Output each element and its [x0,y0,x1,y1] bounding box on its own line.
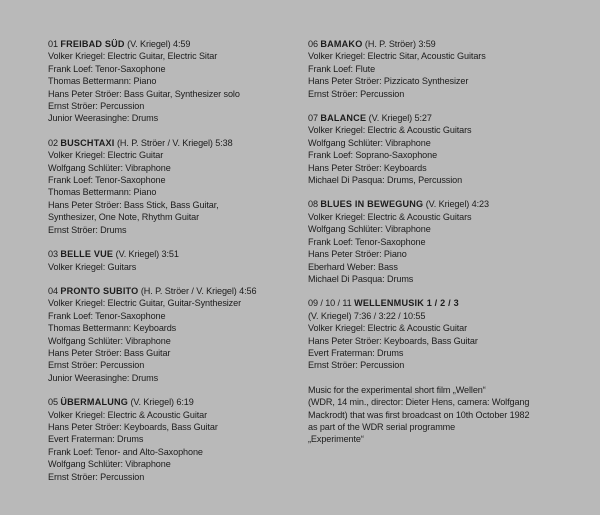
track-number: 02 [48,137,58,148]
personnel-line: Ernst Ströer: Percussion [308,360,405,371]
personnel-line: Frank Loef: Tenor-Saxophone [48,175,166,186]
track-title: PRONTO SUBITO [60,285,139,296]
track-number: 08 [308,199,318,210]
personnel-line: Volker Kriegel: Electric Guitar, Guitar-Synthesizer [48,298,242,309]
track-heading [48,396,300,408]
track-credit: (V. Kriegel) 5:27 [368,113,432,124]
personnel-line: Thomas Bettermann: Piano [48,76,157,87]
track-block [48,285,300,384]
track-title: BAMAKO [320,39,363,49]
track-heading [308,198,578,210]
track-credit: (V. Kriegel) 3:51 [115,249,179,260]
track-block [48,248,300,273]
personnel-line: Synthesizer, One Note, Rhythm Guitar [48,212,200,223]
personnel-line: Frank Loef: Tenor-Saxophone [48,310,166,321]
personnel-line: Hans Peter Ströer: Piano [308,249,407,260]
track-credit: (H. P. Ströer / V. Kriegel) 4:56 [140,285,257,296]
track-title: BELLE VUE [60,249,114,260]
track-number: 09 / 10 / 11 [308,298,352,309]
personnel-line: Volker Kriegel: Electric & Acoustic Guitar [308,323,468,334]
track-heading [48,137,300,149]
track-credit: (V. Kriegel) 4:59 [127,39,191,49]
personnel-line: Eberhard Weber: Bass [308,261,398,272]
personnel-line: Frank Loef: Tenor-Saxophone [308,236,426,247]
track-number: 01 [48,39,58,49]
personnel-line: Ernst Ströer: Percussion [48,101,145,112]
personnel-line: Michael Di Pasqua: Drums [308,273,414,284]
track-number: 04 [48,285,58,296]
personnel-line: Wolfgang Schlüter: Vibraphone [308,137,431,148]
track-credit: (V. Kriegel) 6:19 [130,397,194,408]
film-note [308,384,578,446]
track-number: 06 [308,39,318,49]
track-credit: (H. P. Ströer) 3:59 [364,39,436,49]
personnel-line: Ernst Ströer: Percussion [48,471,145,482]
track-title: ÜBERMALUNG [60,397,129,408]
personnel-line: Volker Kriegel: Electric Sitar, Acoustic Guitars [308,51,486,62]
personnel-line: Ernst Ströer: Percussion [48,360,145,371]
track-block [48,396,300,483]
note-line: Mackrodt) that was first broadcast on 10th October 1982 [308,409,530,420]
note-line: „Experimente“ [308,434,364,445]
track-heading [308,112,578,124]
track-heading [308,297,578,309]
right-column [308,38,578,446]
personnel-line: Wolfgang Schlüter: Vibraphone [48,335,171,346]
track-block [308,38,578,100]
track-block [308,198,578,285]
left-column [48,38,300,495]
track-heading [48,285,300,297]
track-heading [48,38,300,50]
track-number: 03 [48,249,58,260]
track-title: BLUES IN BEWEGUNG [320,199,424,210]
personnel-line: Frank Loef: Flute [308,63,376,74]
personnel-line: Wolfgang Schlüter: Vibraphone [48,162,171,173]
track-heading [308,38,578,50]
personnel-line: Volker Kriegel: Electric & Acoustic Guitar [48,409,208,420]
personnel-line: Ernst Ströer: Percussion [308,88,405,99]
track-number: 07 [308,113,318,124]
personnel-line: Frank Loef: Tenor-Saxophone [48,63,166,74]
personnel-line: Wolfgang Schlüter: Vibraphone [308,224,431,235]
track-credit: (H. P. Ströer / V. Kriegel) 5:38 [116,137,233,148]
personnel-line: Evert Fraterman: Drums [308,347,404,358]
personnel-line: Volker Kriegel: Electric & Acoustic Guitars [308,125,472,136]
personnel-line: Hans Peter Ströer: Bass Guitar [48,347,171,358]
personnel-line: (V. Kriegel) 7:36 / 3:22 / 10:55 [308,310,426,321]
note-line: (WDR, 14 min., director: Dieter Hens, camera: Wolfgang [308,397,530,408]
note-line: Music for the experimental short film „Wellen“ [308,384,486,395]
personnel-line: Thomas Bettermann: Keyboards [48,323,177,334]
personnel-line: Wolfgang Schlüter: Vibraphone [48,459,171,470]
track-title: BUSCHTAXI [60,137,115,148]
personnel-line: Hans Peter Ströer: Bass Guitar, Synthesizer solo [48,88,240,99]
personnel-line: Thomas Bettermann: Piano [48,187,157,198]
personnel-line: Junior Weerasinghe: Drums [48,113,159,124]
personnel-line: Hans Peter Ströer: Pizzicato Synthesizer [308,76,469,87]
personnel-line: Michael Di Pasqua: Drums, Percussion [308,175,463,186]
personnel-line: Hans Peter Ströer: Keyboards, Bass Guitar [308,335,478,346]
personnel-line: Volker Kriegel: Electric Guitar [48,150,164,161]
personnel-line: Junior Weerasinghe: Drums [48,372,159,383]
personnel-line: Hans Peter Ströer: Keyboards, Bass Guitar [48,421,218,432]
personnel-line: Evert Fraterman: Drums [48,434,144,445]
track-title: BALANCE [320,113,367,124]
track-block [48,38,300,125]
personnel-line: Volker Kriegel: Guitars [48,261,137,272]
track-credit: (V. Kriegel) 4:23 [425,199,489,210]
track-title: WELLENMUSIK 1 / 2 / 3 [354,298,459,309]
personnel-line: Volker Kriegel: Electric & Acoustic Guitars [308,211,472,222]
personnel-line: Hans Peter Ströer: Bass Stick, Bass Guitar, [48,199,219,210]
track-block [308,297,578,371]
track-title: FREIBAD SÜD [60,39,125,49]
personnel-line: Ernst Ströer: Drums [48,224,127,235]
track-heading [48,248,300,260]
personnel-line: Hans Peter Ströer: Keyboards [308,162,427,173]
track-block [308,112,578,186]
personnel-line: Frank Loef: Tenor- and Alto-Saxophone [48,446,203,457]
track-number: 05 [48,397,58,408]
track-block [48,137,300,236]
personnel-line: Frank Loef: Soprano-Saxophone [308,150,438,161]
note-line: as part of the WDR serial programme [308,421,456,432]
personnel-line: Volker Kriegel: Electric Guitar, Electric Sitar [48,51,218,62]
